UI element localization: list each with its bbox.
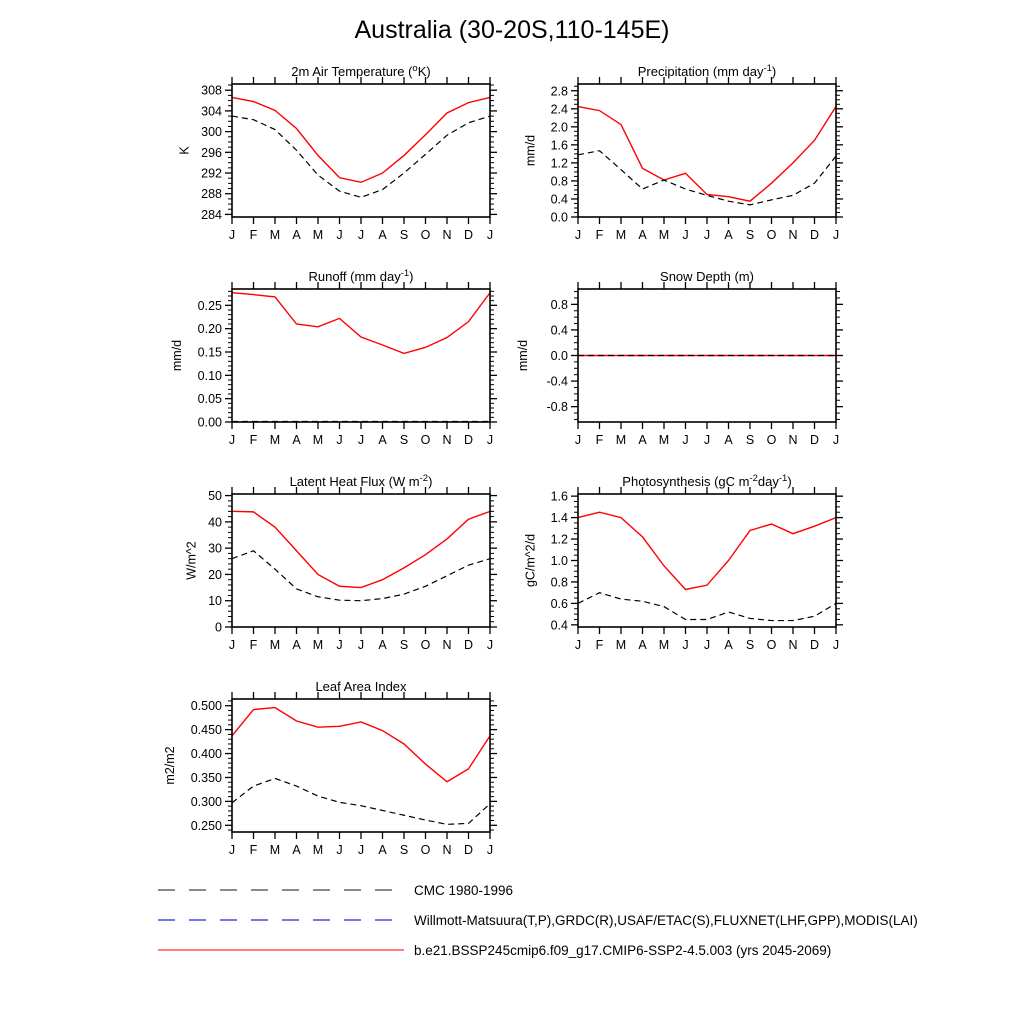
month-tick-label: A — [638, 638, 647, 652]
panel-title: Runoff (mm day$^{-1}$) — [308, 268, 414, 284]
month-tick-label: O — [420, 638, 431, 652]
month-tick-label: F — [595, 433, 604, 447]
month-tick-label: J — [486, 228, 494, 242]
month-tick-label: A — [724, 433, 733, 447]
y-tick-label: 0.8 — [550, 297, 568, 312]
month-tick-label: A — [292, 843, 301, 857]
legend-label-willmott-matsuura: Willmott-Matsuura(T,P),GRDC(R),USAF/ETAC(S),FLUXNET(LHF,GPP),MODIS(LAI) — [414, 912, 918, 928]
plot-frame — [232, 289, 490, 422]
month-tick-label: N — [442, 843, 452, 857]
y-tick-label: 292 — [201, 166, 222, 181]
month-tick-label: N — [788, 228, 798, 242]
month-tick-label: J — [357, 638, 365, 652]
y-tick-label: 0.450 — [190, 723, 222, 738]
month-tick-label: A — [724, 638, 733, 652]
legend-entry-model-run — [158, 935, 918, 965]
month-tick-label: D — [809, 638, 820, 652]
y-tick-label: 0 — [215, 620, 222, 635]
y-tick-label: 0.8 — [550, 575, 568, 590]
page-title: Australia (30-20S,110-145E) — [354, 16, 670, 44]
model-solid-line — [232, 97, 490, 182]
month-tick-label: J — [336, 638, 343, 652]
month-tick-label: J — [703, 228, 711, 242]
air-temperature-chart — [157, 59, 517, 264]
y-tick-label: 1.0 — [550, 554, 568, 568]
month-tick-label: F — [249, 228, 258, 242]
y-tick-label: 0.0 — [550, 210, 568, 225]
leaf-area-index-chart — [157, 674, 517, 879]
month-tick-label: S — [399, 638, 409, 652]
obs-dashed-line — [232, 778, 490, 824]
y-tick-label: 2.4 — [550, 102, 568, 117]
month-tick-label: J — [574, 638, 582, 652]
month-tick-label: A — [292, 228, 301, 242]
model-solid-line-sample — [158, 945, 404, 955]
month-tick-label: F — [595, 228, 604, 242]
month-tick-label: M — [312, 433, 324, 447]
panel-title: Latent Heat Flux (W $m^{-2}$) — [289, 473, 433, 489]
month-tick-label: J — [832, 228, 840, 242]
willmott-dashed-line-sample — [158, 915, 404, 925]
month-tick-label: A — [378, 228, 387, 242]
month-tick-label: A — [638, 228, 647, 242]
month-tick-label: A — [638, 433, 647, 447]
legend-label-model-run: b.e21.BSSP245cmip6.f09_g17.CMIP6-SSP2-4.5.003 (yrs 2045-2069) — [414, 942, 832, 958]
panel-snow-depth — [503, 264, 863, 469]
y-tick-label: 304 — [201, 104, 222, 119]
month-tick-label: D — [463, 843, 474, 857]
month-tick-label: J — [228, 228, 236, 242]
month-tick-label: J — [228, 843, 236, 857]
panel-title: Precipitation (mm day$^{-1}$) — [637, 63, 777, 79]
panel-runoff — [157, 264, 517, 469]
month-tick-label: D — [463, 228, 474, 242]
month-tick-label: F — [249, 638, 258, 652]
y-tick-label: 0.25 — [197, 298, 222, 313]
panel-air-temperature — [157, 59, 517, 264]
y-tick-label: 0.250 — [190, 818, 222, 833]
panel-latent-heat-flux — [157, 469, 517, 674]
month-tick-label: O — [766, 433, 777, 447]
y-axis-label: mm/d — [523, 134, 538, 167]
model-solid-line — [232, 708, 490, 782]
month-tick-label: O — [766, 638, 777, 652]
plot-frame — [578, 494, 836, 627]
month-tick-label: S — [745, 433, 755, 447]
month-tick-label: N — [442, 433, 452, 447]
panel-title: 2m Air Temperature ($^o$K) — [291, 63, 431, 79]
month-tick-label: A — [292, 433, 301, 447]
month-tick-label: A — [378, 843, 387, 857]
y-tick-label: 0.20 — [197, 322, 222, 337]
plot-frame — [578, 84, 836, 217]
month-tick-label: J — [574, 433, 582, 447]
month-tick-label: S — [399, 843, 409, 857]
runoff-chart — [157, 264, 517, 469]
panel-precipitation — [503, 59, 863, 264]
y-tick-label: 0.4 — [550, 323, 568, 338]
month-tick-label: J — [703, 433, 711, 447]
month-tick-label: J — [682, 638, 689, 652]
month-tick-label: M — [312, 638, 324, 652]
month-tick-label: F — [595, 638, 604, 652]
model-solid-line — [232, 511, 490, 587]
y-tick-label: 296 — [201, 145, 222, 160]
y-axis-label: mm/d — [516, 339, 531, 372]
month-tick-label: O — [420, 843, 431, 857]
legend-entry-cmc — [158, 875, 918, 905]
month-tick-label: D — [809, 228, 820, 242]
month-tick-label: O — [420, 228, 431, 242]
month-tick-label: S — [745, 228, 755, 242]
y-tick-label: 1.6 — [550, 489, 568, 504]
y-tick-label: 288 — [201, 187, 222, 202]
y-tick-label: 30 — [208, 541, 222, 556]
month-tick-label: J — [682, 228, 689, 242]
month-tick-label: J — [228, 638, 236, 652]
y-axis-label: W/m^2 — [184, 541, 199, 580]
legend-entry-willmott-matsuura — [158, 905, 918, 935]
obs-dashed-line — [578, 593, 836, 621]
month-tick-label: J — [703, 638, 711, 652]
y-tick-label: 20 — [208, 567, 222, 582]
y-tick-label: 2.0 — [550, 120, 568, 135]
plot-frame — [232, 699, 490, 832]
y-axis-label: m2/m2 — [163, 746, 177, 785]
panel-title: Snow Depth (m) — [660, 269, 754, 284]
model-solid-line — [232, 293, 490, 354]
month-tick-label: J — [486, 638, 494, 652]
month-tick-label: D — [809, 433, 820, 447]
month-tick-label: J — [336, 843, 343, 857]
y-tick-label: 0.400 — [190, 747, 222, 762]
month-tick-label: A — [724, 228, 733, 242]
month-tick-label: D — [463, 638, 474, 652]
month-tick-label: S — [399, 228, 409, 242]
y-tick-label: 0.0 — [550, 349, 568, 363]
y-tick-label: 0.500 — [190, 699, 222, 714]
month-tick-label: M — [312, 843, 324, 857]
month-tick-label: J — [336, 433, 343, 447]
y-tick-label: 0.15 — [197, 345, 222, 360]
precipitation-chart — [503, 59, 863, 264]
cmc-dashed-line-sample — [158, 885, 404, 895]
month-tick-label: N — [442, 228, 452, 242]
y-tick-label: 10 — [208, 594, 222, 609]
month-tick-label: F — [249, 843, 258, 857]
y-tick-label: 0.300 — [190, 794, 222, 809]
month-tick-label: S — [745, 638, 755, 652]
month-tick-label: J — [486, 433, 494, 447]
month-tick-label: D — [463, 433, 474, 447]
month-tick-label: A — [292, 638, 301, 652]
month-tick-label: J — [682, 433, 689, 447]
y-axis-label: gC/m^2/d — [523, 533, 538, 588]
month-tick-label: J — [228, 433, 236, 447]
month-tick-label: J — [357, 228, 365, 242]
y-tick-label: 0.6 — [550, 596, 568, 611]
obs-dashed-line — [232, 116, 490, 197]
y-tick-label: 40 — [208, 515, 222, 530]
y-tick-label: 1.6 — [550, 138, 568, 153]
y-axis-label: K — [177, 146, 192, 155]
y-tick-label: 2.8 — [550, 84, 568, 99]
y-tick-label: 0.4 — [550, 192, 568, 207]
month-tick-label: J — [357, 433, 365, 447]
month-tick-label: J — [336, 228, 343, 242]
month-tick-label: M — [658, 228, 670, 242]
month-tick-label: M — [658, 433, 670, 447]
y-tick-label: 0.4 — [550, 618, 568, 633]
snow-depth-chart — [503, 264, 863, 469]
latent-heat-flux-chart — [157, 469, 517, 674]
y-tick-label: -0.8 — [546, 400, 568, 415]
month-tick-label: O — [420, 433, 431, 447]
panel-photosynthesis — [503, 469, 863, 674]
month-tick-label: N — [442, 638, 452, 652]
month-tick-label: S — [399, 433, 409, 447]
legend-label-cmc: CMC 1980-1996 — [414, 882, 514, 898]
month-tick-label: M — [615, 433, 627, 447]
month-tick-label: J — [574, 228, 582, 242]
panel-title: Leaf Area Index — [315, 679, 407, 694]
photosynthesis-chart — [503, 469, 863, 674]
month-tick-label: J — [357, 843, 365, 857]
model-solid-line — [578, 107, 836, 202]
y-tick-label: 1.2 — [550, 156, 568, 171]
month-tick-label: M — [615, 638, 627, 652]
y-tick-label: 0.350 — [190, 770, 222, 785]
month-tick-label: M — [269, 638, 281, 652]
month-tick-label: M — [658, 638, 670, 652]
y-axis-label: mm/d — [170, 339, 185, 372]
obs-dashed-line — [232, 551, 490, 601]
panel-title: Photosynthesis (gC $m^{-2}day^{-1}$) — [622, 473, 792, 489]
y-tick-label: -0.4 — [546, 374, 568, 389]
month-tick-label: J — [486, 843, 494, 857]
y-tick-label: 1.4 — [550, 511, 568, 526]
plot-frame — [232, 494, 490, 627]
month-tick-label: M — [269, 433, 281, 447]
plot-frame — [232, 84, 490, 217]
y-tick-label: 308 — [201, 83, 222, 98]
y-tick-label: 284 — [201, 207, 222, 222]
month-tick-label: O — [766, 228, 777, 242]
month-tick-label: M — [312, 228, 324, 242]
month-tick-label: J — [832, 638, 840, 652]
y-tick-label: 0.05 — [197, 392, 222, 407]
month-tick-label: M — [269, 843, 281, 857]
y-tick-label: 0.00 — [197, 415, 222, 430]
y-tick-label: 0.8 — [550, 174, 568, 189]
month-tick-label: N — [788, 433, 798, 447]
y-tick-label: 1.2 — [550, 532, 568, 547]
month-tick-label: J — [832, 433, 840, 447]
month-tick-label: M — [615, 228, 627, 242]
month-tick-label: A — [378, 638, 387, 652]
y-tick-label: 0.10 — [197, 368, 222, 383]
month-tick-label: N — [788, 638, 798, 652]
legend — [158, 875, 918, 965]
model-solid-line — [578, 512, 836, 589]
panel-leaf-area-index — [157, 674, 517, 879]
y-tick-label: 50 — [208, 489, 222, 504]
y-tick-label: 300 — [201, 125, 222, 140]
month-tick-label: A — [378, 433, 387, 447]
month-tick-label: M — [269, 228, 281, 242]
month-tick-label: F — [249, 433, 258, 447]
